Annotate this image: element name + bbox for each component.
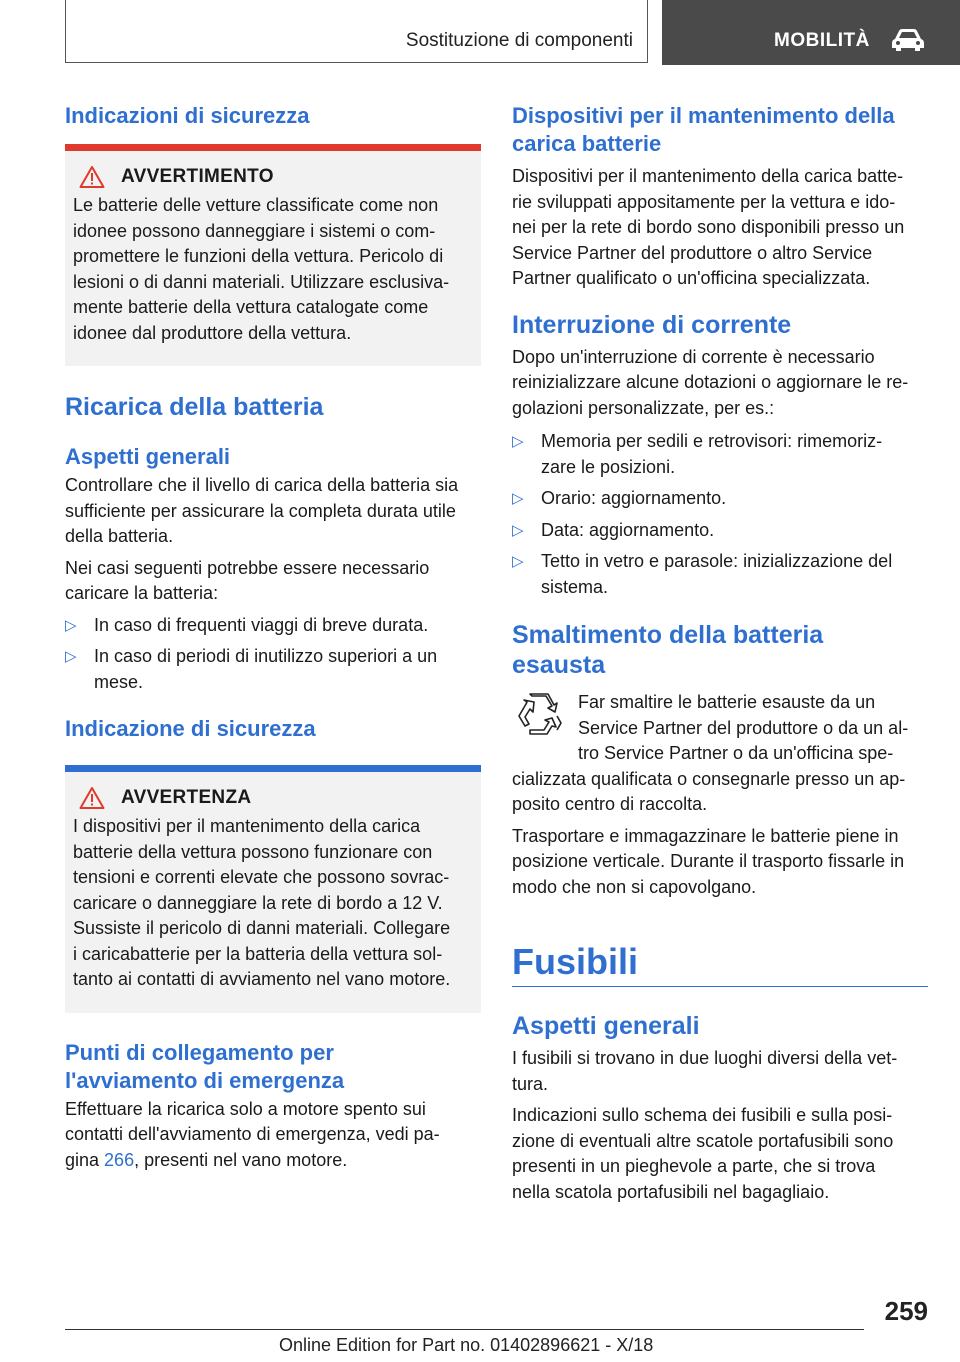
- triangle-bullet-icon: ▷: [65, 648, 77, 665]
- warning-triangle-icon: [79, 786, 105, 810]
- warning-text: I dispositivi per il mantenimento della carica batterie della vettura possono funzionare con tensioni e correnti elevate che possono sovrac- caricare o danneggiare la rete di bordo a 12 V. Sussiste il pericolo di danni materiali. Collegare i caricabatterie per la batteria della vettura sol- tanto ai contatti di avviamento nel vano motore.: [73, 816, 451, 989]
- warning-box-avvertimento: [65, 144, 481, 366]
- triangle-bullet-icon: ▷: [512, 433, 524, 450]
- disposal-paragraph: Far smaltire le batterie esauste da un Service Partner del produttore o da un al- tro Service Partner o da un'officina spe- cializzata qualificata o consegnarle presso un ap- posito centro di raccolta.: [512, 692, 909, 814]
- warning-text: Le batterie delle vetture classificate come non idonee possono danneggiare i sistemi o com- promettere le funzioni della vettura. Pericolo di lesioni o di danni materiali. Utilizzare esclusiva- mente batterie della vettura catalogate come idonee dal produttore della vettura.: [73, 195, 450, 343]
- general-heading: Aspetti generali: [65, 444, 231, 469]
- disposal-block: [512, 690, 928, 818]
- triangle-bullet-icon: ▷: [512, 521, 524, 539]
- interruption-bullets: [512, 429, 928, 600]
- charging-bullets: [65, 613, 481, 696]
- chapter-tab: [662, 0, 960, 65]
- section-tab: [65, 0, 648, 63]
- footer-divider: [65, 1329, 864, 1330]
- left-column: [65, 100, 481, 1173]
- interruption-heading: Interruzione di corrente: [512, 310, 792, 339]
- disposal-heading: Smaltimento della batteria esausta: [512, 621, 824, 679]
- jump-start-heading: Punti di collegamento per l'avviamento di emergenza: [65, 1039, 345, 1093]
- interruption-paragraph: Dopo un'interruzione di corrente è necessario reinizializzare alcune dotazioni o aggiornare le re- golazioni personalizzate, per es.:: [512, 346, 909, 418]
- general-paragraph-2: Nei casi seguenti potrebbe essere necessario caricare la batteria:: [65, 557, 430, 603]
- charging-heading: Ricarica della batteria: [65, 393, 324, 421]
- triangle-bullet-icon: ▷: [512, 490, 524, 507]
- list-item: ▷ Tetto in vetro e parasole: inizializzazione del sistema.: [512, 551, 893, 597]
- fuses-paragraph-2: Indicazioni sullo schema dei fusibili e sulla posi- zione di eventuali altre scatole portafusibili sono presenti in un pieghevole a parte, che si trova nella scatola portafusibili nel bagagliaio.: [512, 1105, 894, 1202]
- triangle-bullet-icon: ▷: [512, 553, 524, 570]
- list-item: ▷ Data: aggiornamento.: [512, 518, 928, 544]
- safety-heading: Indicazioni di sicurezza: [65, 103, 310, 128]
- warning-box-avvertenza: [65, 765, 481, 1013]
- recycle-icon: [514, 690, 564, 740]
- edition-footer: Online Edition for Part no. 01402896621 - X/18: [279, 1335, 654, 1355]
- car-icon: [890, 28, 926, 52]
- transport-paragraph: Trasportare e immagazzinare le batterie piene in posizione verticale. Durante il trasporto fissarle in modo che non si capovolgano.: [512, 825, 905, 897]
- fuses-general-heading: Aspetti generali: [512, 1012, 700, 1040]
- warning-title: AVVERTIMENTO: [121, 166, 274, 187]
- fuses-heading: Fusibili: [512, 941, 638, 982]
- maintenance-heading: Dispositivi per il mantenimento della carica batterie: [512, 103, 895, 156]
- maintenance-paragraph: Dispositivi per il mantenimento della carica batte- rie sviluppati appositamente per la vettura e ido- nei per la rete di bordo sono disponibili presso un Service Partner del produttore o altro Service Partner qualificato o un'officina specializzata.: [512, 166, 905, 288]
- page-number: 259: [884, 1296, 928, 1326]
- fuses-paragraph-1: I fusibili si trovano in due luoghi diversi della vet- tura.: [512, 1048, 898, 1094]
- list-item: ▷ In caso di frequenti viaggi di breve durata.: [65, 613, 481, 639]
- fuses-divider: [512, 986, 928, 987]
- triangle-bullet-icon: ▷: [65, 616, 77, 634]
- list-item: ▷ In caso di periodi di inutilizzo superiori a un mese.: [65, 646, 438, 692]
- right-column: [512, 100, 928, 1205]
- warning-title: AVVERTENZA: [121, 787, 252, 808]
- list-item: ▷ Orario: aggiornamento.: [512, 486, 928, 512]
- page-header: [65, 0, 960, 65]
- list-item: ▷ Memoria per sedili e retrovisori: rimemoriz- zare le posizioni.: [512, 431, 883, 477]
- warning-triangle-icon: [79, 165, 105, 189]
- page-link[interactable]: 266: [104, 1149, 135, 1170]
- jump-start-paragraph: Effettuare la ricarica solo a motore spento sui contatti dell'avviamento di emergenza, vedi pa- gina 266, presenti nel vano motore.: [65, 1098, 440, 1170]
- section-title: Sostituzione di componenti: [405, 30, 633, 51]
- chapter-title: MOBILITÀ: [774, 30, 870, 51]
- general-paragraph-1: Controllare che il livello di carica della batteria sia sufficiente per assicurare la completa durata utile della batteria.: [65, 475, 459, 546]
- safety2-heading: Indicazione di sicurezza: [65, 716, 316, 741]
